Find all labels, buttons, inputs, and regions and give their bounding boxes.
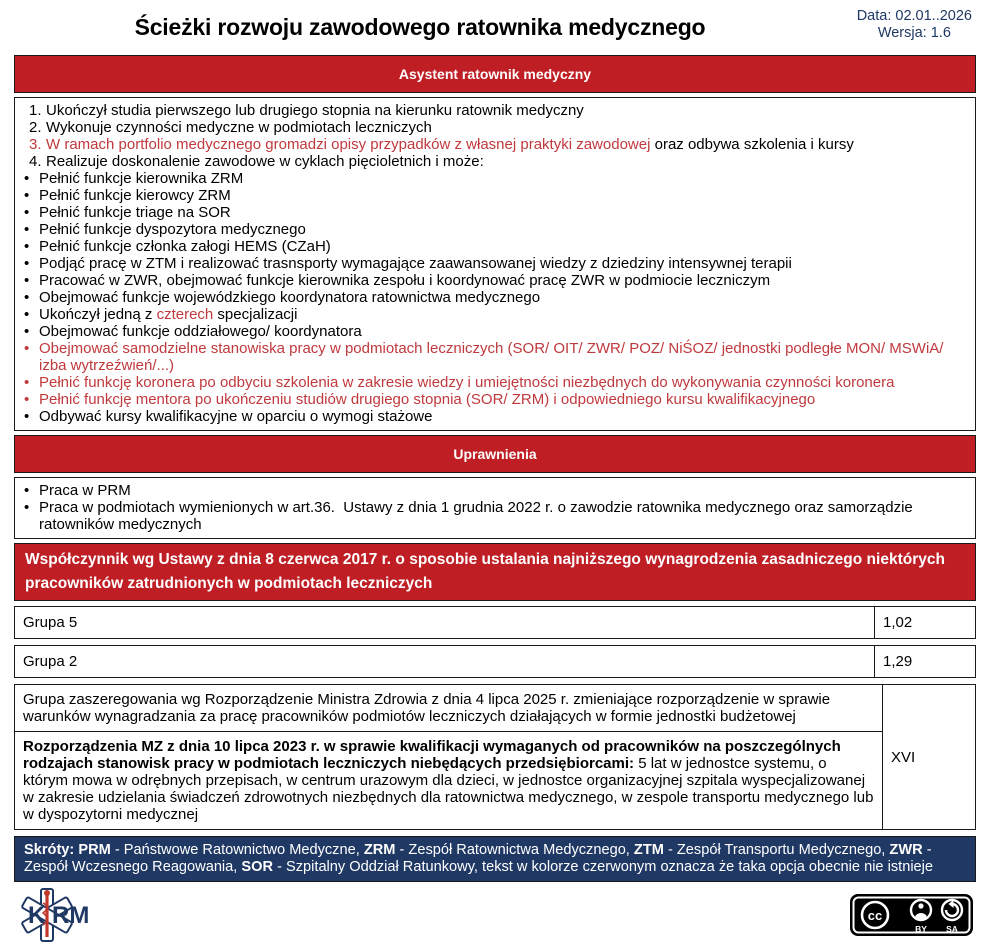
bullet-marker: • [24,408,30,425]
section-header-uprawnienia: Uprawnienia [14,435,976,473]
list-item [15,102,967,119]
list-item [15,306,967,323]
cc-by-sa-badge [849,893,974,942]
list-item-text: Realizuje doskonalenie zawodowe w cyklach pięcioletnich i może: [46,153,484,170]
list-item-text: Pełnić funkcje kierownika ZRM [39,170,244,187]
zaszeregowanie-cell: Grupa zaszeregowania wg Rozporządzenie Ministra Zdrowia z dnia 4 lipca 2025 r. zmieniające rozporządzenie w sprawie warunków wynagradzania za pracę pracowników podmiotów leczniczych działających w formie jednostki budżetowej [15,685,882,732]
list-item-text: Pełnić funkcje członka załogi HEMS (CZaH) [39,238,331,255]
list-item [15,408,967,425]
wspolczynnik-header: Współczynnik wg Ustawy z dnia 8 czerwca 2017 r. o sposobie ustalania najniższego wynagrodzenia zasadniczego niektórych pracowników zatrudnionych w podmiotach leczniczych [14,543,976,601]
rozporzadzenie-detail-text: 5 lat w jednostce systemu, o którym mowa w odrębnych przepisach, w centrum urazowym dla dzieci, w jednostce organizacyjnej szpitala wyspecjalizowanej w zakresie udzielania świadczeń zdrowotnych niezbędnych dla ratownictwa medycznego, w zespole transportu medycznego lub w dyspozytorni medycznej [23,755,874,823]
bullet-marker: • [24,374,30,391]
rozporzadzenie-bold-text: Rozporządzenia MZ z dnia 10 lipca 2023 r. w sprawie kwalifikacji wymaganych od pracowników na poszczególnych rodzajach stanowisk pracy w podmiotach leczniczych niebędących przedsiębiorcami: [23,738,841,772]
list-item-text: Obejmować funkcje wojewódzkiego koordynatora ratownictwa medycznego [39,289,541,306]
merged-value-cell: XVI [882,685,975,829]
bullet-marker: • [24,187,30,204]
list-item-text: Obejmować funkcje oddziałowego/ koordynatora [39,323,362,340]
bullet-marker: • [24,238,30,255]
bullet-marker: 4. [29,153,42,170]
list-item [15,153,967,170]
bullet-marker: • [24,323,30,340]
list-item-text: Praca w podmiotach wymienionych w art.36. Ustawy z dnia 1 grudnia 2022 r. o zawodzie ratownika medycznego oraz samorządzie ratowników medycznych [39,499,917,533]
bottom-row [14,887,976,948]
list-item [15,499,967,533]
list-item [15,482,967,499]
date-label: Data: 02.01..2026 [856,8,972,24]
creative-commons-license-icon [849,893,974,937]
list-item-text: Pełnić funkcję mentora po ukończeniu studiów drugiego stopnia (SOR/ ZRM) i odpowiedniego kursu kwalifikacyjnego [39,391,816,408]
list-item [15,374,967,391]
bullet-marker: • [24,272,30,289]
svg-text:cc: cc [867,908,883,924]
svg-text:BY: BY [915,924,927,935]
bullet-marker: • [24,204,30,221]
bullet-marker: • [24,289,30,306]
list-item-text: Odbywać kursy kwalifikacyjne w oparciu o wymogi stażowe [39,408,433,425]
svg-text:SA: SA [946,924,958,935]
list-item [15,255,967,272]
page-header [14,5,976,52]
svg-text:K: K [28,902,46,930]
footer-abbreviations: Skróty: PRM - Państwowe Ratownictwo Medyczne, ZRM - Zespół Ratownictwa Medycznego, ZTM - Zespół Transportu Medycznego, ZWR - Zespół Wczesnego Reagowania, SOR - Szpitalny Oddział Ratunkowy, tekst w kolorze czerwonym oznacza że taka opcja obecnie nie istnieje [14,836,976,882]
list-item-text: Ukończył jedną z czterech specjalizacji [39,306,298,323]
bullet-marker: • [24,170,30,187]
group-value: 1,29 [874,646,975,677]
list-item-text: Pełnić funkcje dyspozytora medycznego [39,221,306,238]
bullet-marker: • [24,306,30,323]
list-item-text: Pełnić funkcje kierowcy ZRM [39,187,231,204]
list-item [15,187,967,204]
document-meta [857,8,972,42]
list-item-text: Pełnić funkcję koronera po odbyciu szkolenia w zakresie wiedzy i umiejętności niezbędnych do wykonywania czynności koronera [39,374,895,391]
rozporzadzenie-cell [15,732,882,829]
list-item-text: Pracować w ZWR, obejmować funkcje kierownika zespołu i koordynować pracę ZWR w podmiocie leczniczym [39,272,771,289]
group-label: Grupa 5 [23,614,78,631]
table-row-grupa-2 [14,645,976,678]
list-item-text: Pełnić funkcje triage na SOR [39,204,231,221]
list-item-text: Wykonuje czynności medyczne w podmiotach leczniczych [46,119,432,136]
list-item [15,119,967,136]
list-item [15,340,967,374]
asystent-section [14,97,976,431]
bullet-marker: • [24,340,30,357]
bullet-marker: 2. [29,119,42,136]
list-item [15,204,967,221]
bullet-marker: 1. [29,102,42,119]
star-of-life-icon [20,887,92,943]
table-row-merged [14,684,976,830]
uprawnienia-section [14,477,976,539]
list-item-text: Praca w PRM [39,482,131,499]
merged-left-column [15,685,882,829]
version-label: Wersja: 1.6 [877,25,951,41]
bullet-marker: • [24,255,30,272]
list-item-text: Ukończył studia pierwszego lub drugiego stopnia na kierunku ratownik medyczny [46,102,584,119]
list-item [15,136,967,153]
list-item [15,272,967,289]
bullet-marker: • [24,482,30,499]
list-item [15,170,967,187]
group-value: 1,02 [874,607,975,638]
bullet-marker: • [24,499,30,516]
table-row-grupa-5 [14,606,976,639]
group-label: Grupa 2 [23,653,78,670]
svg-text:RM: RM [52,902,90,930]
list-item [15,289,967,306]
list-item-text: Podjąć pracę w ZTM i realizować trasnsporty wymagające zaawansowanej wiedzy z dziedziny intensywnej terapii [39,255,792,272]
list-item [15,391,967,408]
list-item-text: Obejmować samodzielne stanowiska pracy w podmiotach leczniczych (SOR/ OIT/ ZWR/ POZ/ NiŚOZ/ jednostki podległe MON/ MSWiA/ izba wytrzeźwień/...) [39,340,948,374]
bullet-marker: • [24,221,30,238]
krm-logo [20,887,92,948]
list-item [15,323,967,340]
section-header-asystent: Asystent ratownik medyczny [14,55,976,93]
bullet-marker: 3. [29,136,42,153]
bullet-marker: • [24,391,30,408]
list-item-text: W ramach portfolio medycznego gromadzi opisy przypadków z własnej praktyki zawodowej oraz odbywa szkolenia i kursy [46,136,854,153]
list-item [15,221,967,238]
page-title: Ścieżki rozwoju zawodowego ratownika medycznego [134,14,706,40]
list-item [15,238,967,255]
